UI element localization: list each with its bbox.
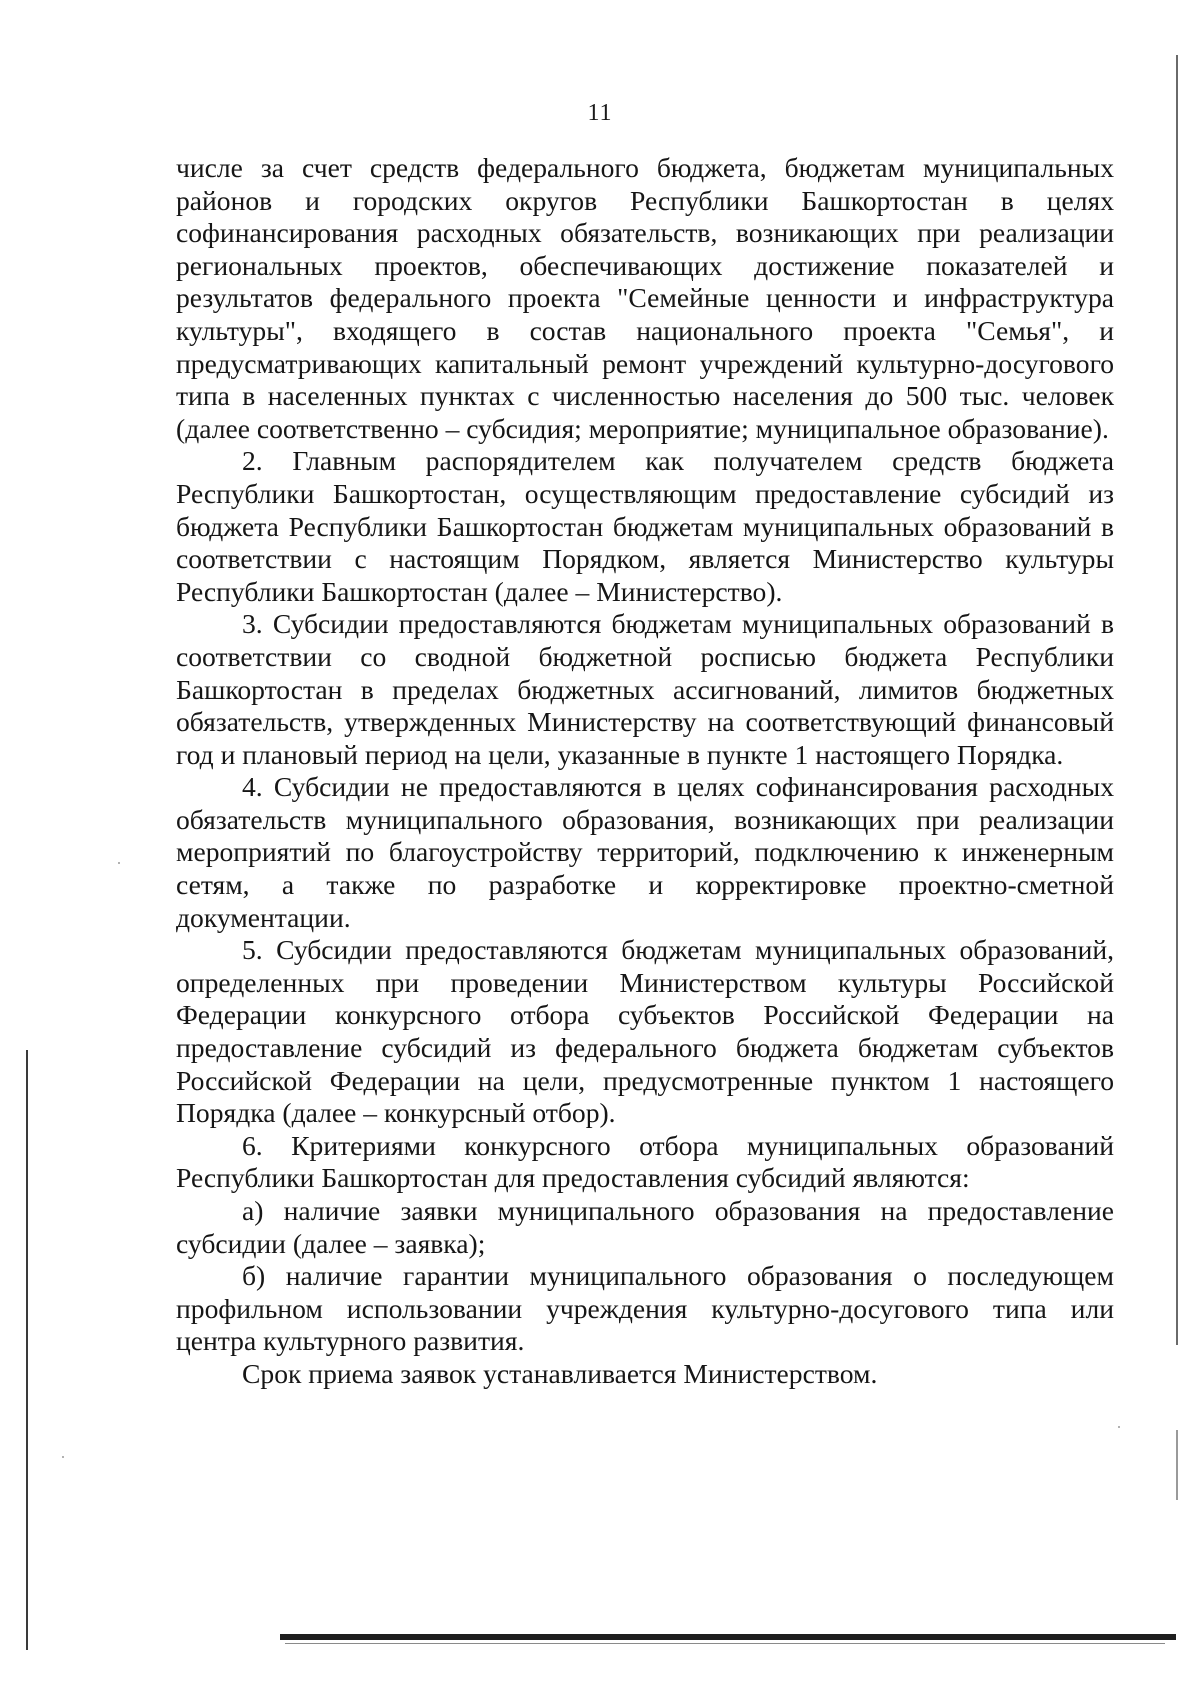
scan-speck (118, 862, 120, 864)
scan-speck (62, 1456, 64, 1458)
scan-speck (1118, 1426, 1120, 1428)
paragraph-item-4: 4. Субсидии не предоставляются в целях софинансирования расходных обязательств муниципального образования, возникающих при реализации мероприятий по благоустройству территорий, подключению к инженерным сетям, а также по разработке и корректировке проектно-сметной документации. (176, 771, 1114, 933)
page-number: 11 (587, 100, 613, 126)
scan-bottom-rule-faint (285, 1643, 1165, 1644)
scan-edge-left (26, 1050, 28, 1650)
document-body (176, 152, 1114, 1391)
paragraph-subitem-b: б) наличие гарантии муниципального образования о последующем профильном использовании учреждения культурно-досугового типа или центра культурного развития. (176, 1260, 1114, 1357)
paragraph-item-6: 6. Критериями конкурсного отбора муниципальных образований Республики Башкортостан для предоставления субсидий являются: (176, 1129, 1114, 1194)
paragraph-item-3: 3. Субсидии предоставляются бюджетам муниципальных образований в соответствии со сводной бюджетной росписью бюджета Республики Башкортостан в пределах бюджетных ассигнований, лимитов бюджетных обязательств, утвержденных Министерству на соответствующий финансовый год и плановый период на цели, указанные в пункте 1 настоящего Порядка. (176, 608, 1114, 770)
paragraph-subitem-a: а) наличие заявки муниципального образования на предоставление субсидии (далее – заявка); (176, 1195, 1114, 1259)
paragraph-item-5: 5. Субсидии предоставляются бюджетам муниципальных образований, определенных при проведении Министерством культуры Российской Федерации конкурсного отбора субъектов Российской Федерации на предоставление субсидий из федерального бюджета бюджетам субъектов Российской Федерации на цели, предусмотренные пунктом 1 настоящего Порядка (далее – конкурсный отбор). (176, 934, 1114, 1129)
scan-edge-right (1176, 55, 1178, 1345)
paragraph-item-2: 2. Главным распорядителем как получателем средств бюджета Республики Башкортостан, осуществляющим предоставление субсидий из бюджета Республики Башкортостан бюджетам муниципальных образований в соответствии с настоящим Порядком, является Министерство культуры Республики Башкортостан (далее – Министерство). (176, 445, 1114, 607)
scan-edge-right-lower (1176, 1430, 1178, 1500)
paragraph-deadline: Срок приема заявок устанавливается Министерством. (242, 1357, 878, 1389)
scan-bottom-rule (280, 1634, 1176, 1640)
paragraph-continuation: числе за счет средств федерального бюджета, бюджетам муниципальных районов и городских округов Республики Башкортостан в целях софинансирования расходных обязательств, возникающих при реализации региональных проектов, обеспечивающих достижение показателей и результатов федерального проекта "Семейные ценности и инфраструктура культуры", входящего в состав национального проекта "Семья", и предусматривающих капитальный ремонт учреждений культурно-досугового типа в населенных пунктах с численностью населения до 500 тыс. человек (далее соответственно – субсидия; мероприятие; муниципальное образование). (176, 152, 1114, 444)
